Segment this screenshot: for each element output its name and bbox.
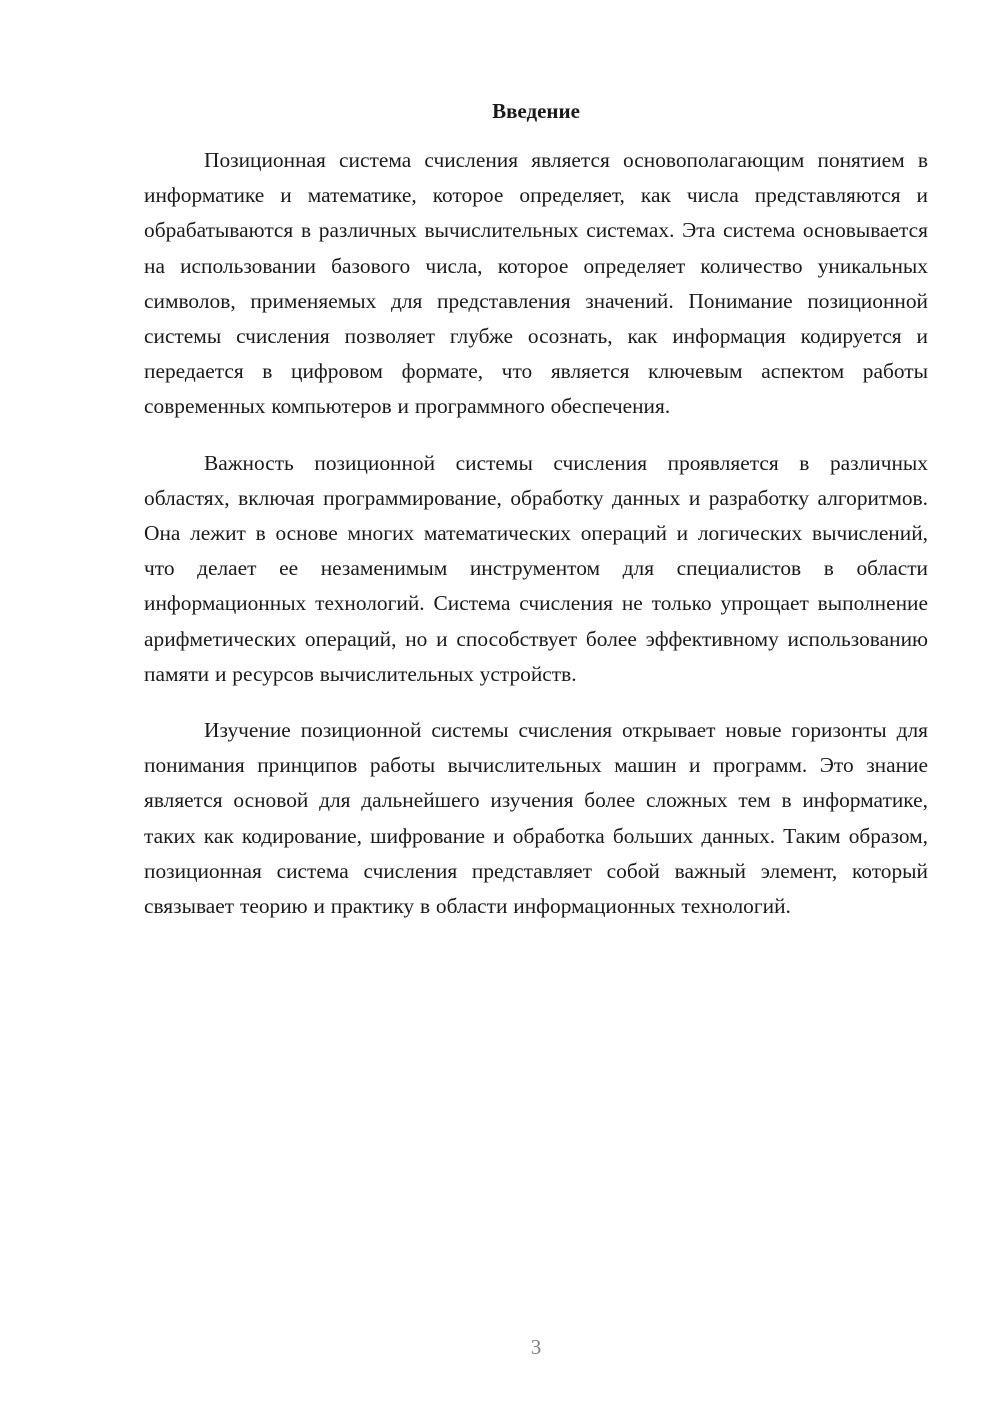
paragraph-2: Важность позиционной системы счисления проявляется в различных областях, включая программирование, обработку данных и разработку алгоритмов. Она лежит в основе многих математических операций и логических вычислений, что делает ее незаменимым инструментом для специалистов в области информационных технологий. Система счисления не только упрощает выполнение арифметических операций, но и способствует более эффективному использованию памяти и ресурсов вычислительных устройств. [144, 450, 928, 686]
paragraph-1: Позиционная система счисления является основополагающим понятием в информатике и математике, которое определяет, как числа представляются и обрабатываются в различных вычислительных системах. Эта система основывается на использовании базового числа, которое определяет количество уникальных символов, применяемых для представления значений. Понимание позиционной системы счисления позволяет глубже осознать, как информация кодируется и передается в цифровом формате, что является ключевым аспектом работы современных компьютеров и программного обеспечения. [144, 148, 928, 419]
page-number: 3 [530, 1335, 542, 1359]
paragraph-3: Изучение позиционной системы счисления открывает новые горизонты для понимания принципов работы вычислительных машин и программ. Это знание является основой для дальнейшего изучения более сложных тем в информатике, таких как кодирование, шифрование и обработка больших данных. Таким образом, позиционная система счисления представляет собой важный элемент, который связывает теорию и практику в области информационных технологий. [144, 718, 928, 919]
section-title: Введение [492, 99, 580, 123]
body-text [144, 143, 928, 945]
